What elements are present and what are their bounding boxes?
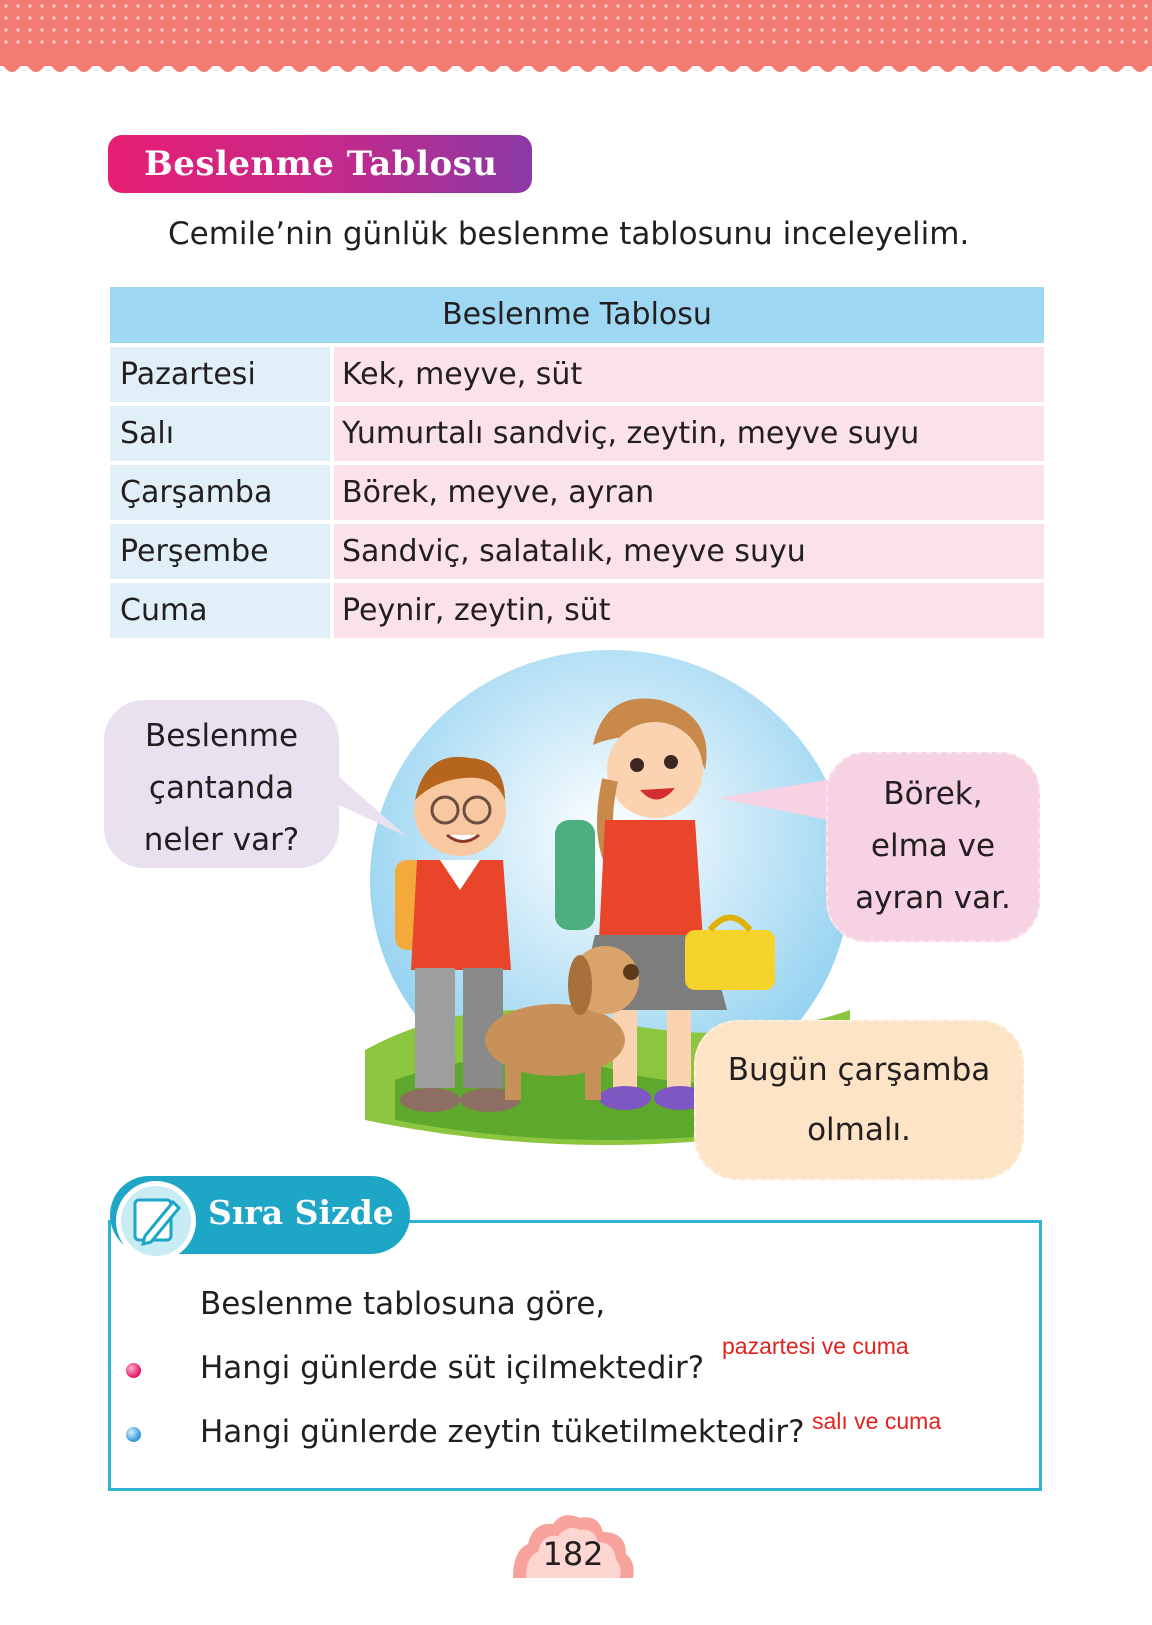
bubble-text-line: neler var?	[143, 822, 300, 858]
bubble-text-line: Börek,	[883, 776, 983, 812]
question-text: Hangi günlerde süt içilmektedir?	[200, 1350, 705, 1386]
bubble-text-line: Bugün çarşamba	[727, 1052, 991, 1088]
day-cell: Pazartesi	[110, 347, 330, 402]
table-row	[110, 524, 1044, 579]
menu-cell: Yumurtalı sandviç, zeytin, meyve suyu	[334, 406, 1044, 461]
menu-cell: Kek, meyve, süt	[334, 347, 1044, 402]
question-text: Hangi günlerde zeytin tüketilmektedir?	[200, 1414, 805, 1450]
handwritten-answer: salı ve cuma	[812, 1408, 942, 1434]
table-row	[110, 406, 1044, 461]
section-title: Beslenme Tablosu	[108, 135, 532, 193]
page-number-badge	[508, 1510, 638, 1580]
intro-text: Cemile’nin günlük beslenme tablosunu inceleyelim.	[168, 216, 970, 252]
top-decorative-band	[0, 0, 1152, 86]
pencil-paper-icon	[116, 1181, 196, 1261]
day-cell: Cuma	[110, 583, 330, 638]
day-cell: Salı	[110, 406, 330, 461]
handwritten-answer: pazartesi ve cuma	[722, 1333, 909, 1359]
day-cell: Çarşamba	[110, 465, 330, 520]
speech-bubble-girl	[826, 752, 1040, 942]
bubble-text-line: elma ve	[870, 828, 996, 864]
day-cell: Perşembe	[110, 524, 330, 579]
page-number: 182	[542, 1535, 604, 1573]
practice-lead-text: Beslenme tablosuna göre,	[200, 1286, 606, 1322]
menu-cell: Peynir, zeytin, süt	[334, 583, 1044, 638]
menu-cell: Börek, meyve, ayran	[334, 465, 1044, 520]
pink-bullet-icon	[126, 1363, 141, 1378]
menu-cell: Sandviç, salatalık, meyve suyu	[334, 524, 1044, 579]
blue-bullet-icon	[126, 1427, 141, 1442]
bubble-right-tail	[718, 770, 838, 830]
bubble-text-line: olmalı.	[807, 1112, 911, 1148]
table-row	[110, 583, 1044, 638]
bubble-text-line: çantanda	[148, 770, 295, 806]
table-row	[110, 347, 1044, 402]
thought-bubble	[694, 1020, 1024, 1180]
practice-title: Sıra Sizde	[208, 1193, 394, 1232]
bubble-text-line: ayran var.	[855, 880, 1011, 916]
speech-bubble-boy	[104, 700, 339, 868]
table-title: Beslenme Tablosu	[110, 287, 1044, 343]
table-row	[110, 465, 1044, 520]
nutrition-table	[110, 287, 1044, 642]
bubble-text-line: Beslenme	[144, 718, 299, 754]
